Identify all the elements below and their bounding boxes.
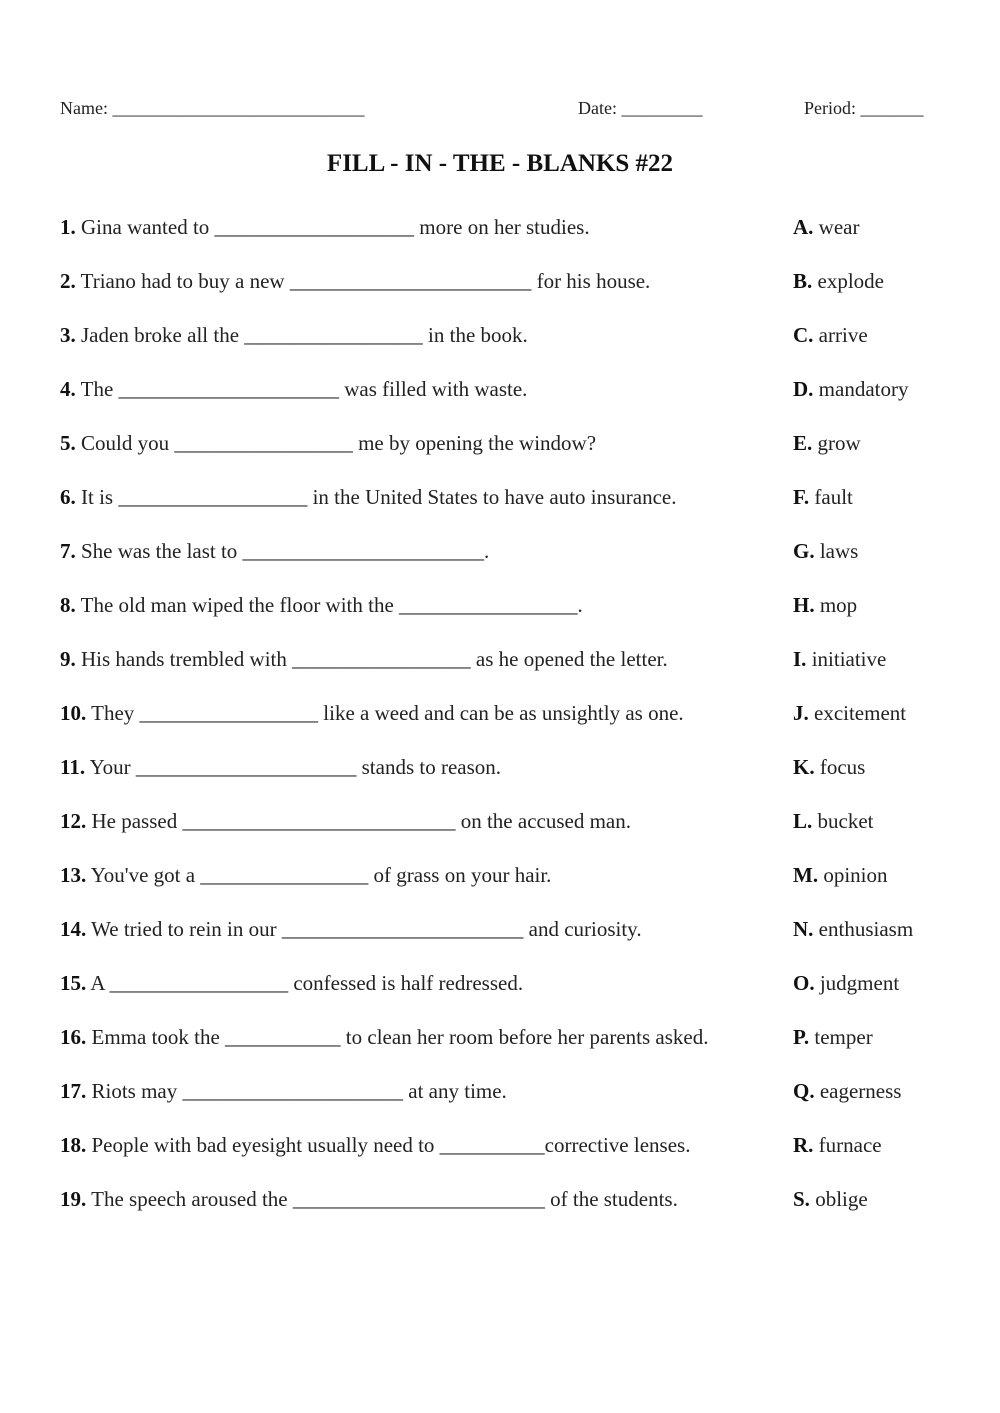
question-number: 8. [60, 593, 76, 617]
question-row [60, 699, 940, 727]
answer-option [793, 483, 853, 511]
question-number: 2. [60, 269, 76, 293]
option-word: furnace [813, 1133, 882, 1157]
question-number: 14. [60, 917, 87, 941]
answer-option [793, 807, 874, 835]
answer-option [793, 267, 884, 295]
option-letter: J. [793, 701, 809, 725]
option-word: fault [809, 485, 853, 509]
period-field[interactable]: Period: _______ [804, 98, 924, 118]
answer-option [793, 861, 888, 889]
question-number: 5. [60, 431, 76, 455]
option-letter: I. [793, 647, 807, 671]
question-text[interactable]: The old man wiped the floor with the _________________. [75, 593, 583, 617]
question-text[interactable]: Gina wanted to ___________________ more on her studies. [75, 215, 590, 239]
question-text[interactable]: Jaden broke all the _________________ in the book. [75, 323, 528, 347]
answer-option [793, 969, 899, 997]
answer-option [793, 753, 865, 781]
question-item [60, 537, 489, 565]
question-row [60, 969, 940, 997]
question-row [60, 213, 940, 241]
option-letter: M. [793, 863, 819, 887]
question-row [60, 429, 940, 457]
option-letter: G. [793, 539, 815, 563]
option-word: wear [813, 215, 860, 239]
option-word: eagerness [814, 1079, 902, 1103]
option-letter: O. [793, 971, 815, 995]
option-word: focus [814, 755, 866, 779]
option-letter: H. [793, 593, 815, 617]
question-number: 13. [60, 863, 87, 887]
option-letter: A. [793, 215, 814, 239]
answer-option [793, 1185, 868, 1213]
question-item [60, 375, 527, 403]
option-word: laws [814, 539, 859, 563]
question-text[interactable]: They _________________ like a weed and can be as unsightly as one. [86, 701, 684, 725]
question-item [60, 861, 551, 889]
question-row [60, 1023, 940, 1051]
option-word: judgment [814, 971, 900, 995]
question-text[interactable]: It is __________________ in the United States to have auto insurance. [75, 485, 677, 509]
question-item [60, 807, 631, 835]
answer-option [793, 645, 886, 673]
question-text[interactable]: Triano had to buy a new _______________________ for his house. [75, 269, 651, 293]
option-word: enthusiasm [813, 917, 914, 941]
question-number: 18. [60, 1133, 87, 1157]
option-word: mandatory [813, 377, 909, 401]
question-item [60, 267, 650, 295]
question-text[interactable]: He passed __________________________ on the accused man. [86, 809, 631, 833]
option-letter: F. [793, 485, 810, 509]
question-number: 6. [60, 485, 76, 509]
name-field[interactable]: Name: ____________________________ [60, 98, 365, 118]
question-number: 12. [60, 809, 87, 833]
answer-option [793, 321, 868, 349]
question-row [60, 861, 940, 889]
question-row [60, 915, 940, 943]
question-item [60, 699, 684, 727]
option-word: bucket [812, 809, 874, 833]
option-word: opinion [818, 863, 888, 887]
answer-option [793, 1131, 882, 1159]
option-word: grow [812, 431, 861, 455]
question-row [60, 1131, 940, 1159]
question-item [60, 915, 642, 943]
question-item [60, 1185, 678, 1213]
option-word: explode [812, 269, 884, 293]
question-text[interactable]: Emma took the ___________ to clean her room before her parents asked. [86, 1025, 709, 1049]
question-text[interactable]: Could you _________________ me by opening the window? [75, 431, 597, 455]
question-row [60, 537, 940, 565]
question-number: 11. [60, 755, 86, 779]
question-number: 4. [60, 377, 76, 401]
question-text[interactable]: The speech aroused the ________________________ of the students. [86, 1187, 678, 1211]
option-word: arrive [813, 323, 868, 347]
question-row [60, 267, 940, 295]
option-letter: D. [793, 377, 814, 401]
question-row [60, 645, 940, 673]
answer-option [793, 375, 908, 403]
question-item [60, 1023, 708, 1051]
answer-option [793, 699, 906, 727]
question-item [60, 483, 677, 511]
option-word: oblige [809, 1187, 868, 1211]
answer-option [793, 537, 858, 565]
answer-option [793, 1077, 901, 1105]
answer-option [793, 591, 857, 619]
worksheet-header [60, 98, 940, 122]
option-letter: L. [793, 809, 813, 833]
question-number: 16. [60, 1025, 87, 1049]
question-row [60, 483, 940, 511]
question-number: 3. [60, 323, 76, 347]
option-word: mop [814, 593, 858, 617]
question-item [60, 969, 523, 997]
question-number: 10. [60, 701, 87, 725]
option-letter: B. [793, 269, 813, 293]
question-row [60, 375, 940, 403]
question-item [60, 429, 596, 457]
answer-option [793, 429, 861, 457]
question-number: 17. [60, 1079, 87, 1103]
question-text[interactable]: Riots may _____________________ at any time. [86, 1079, 507, 1103]
option-letter: R. [793, 1133, 814, 1157]
question-text[interactable]: You've got a ________________ of grass on your hair. [86, 863, 552, 887]
question-number: 1. [60, 215, 76, 239]
question-item [60, 1131, 690, 1159]
answer-option [793, 915, 913, 943]
question-text[interactable]: The _____________________ was filled with waste. [75, 377, 528, 401]
question-row [60, 591, 940, 619]
question-item [60, 591, 583, 619]
answer-option [793, 213, 859, 241]
answer-option [793, 1023, 873, 1051]
page-title: FILL - IN - THE - BLANKS #22 [326, 150, 674, 177]
question-text[interactable]: People with bad eyesight usually need to __________corrective lenses. [86, 1133, 691, 1157]
question-row [60, 753, 940, 781]
date-field[interactable]: Date: _________ [578, 98, 703, 118]
option-letter: S. [793, 1187, 810, 1211]
question-number: 7. [60, 539, 76, 563]
question-row [60, 321, 940, 349]
option-letter: N. [793, 917, 814, 941]
question-item [60, 1077, 507, 1105]
option-letter: P. [793, 1025, 810, 1049]
question-item [60, 645, 668, 673]
question-number: 15. [60, 971, 87, 995]
question-row [60, 1185, 940, 1213]
question-number: 9. [60, 647, 76, 671]
question-number: 19. [60, 1187, 87, 1211]
question-row [60, 1077, 940, 1105]
option-word: initiative [806, 647, 887, 671]
option-word: temper [809, 1025, 873, 1049]
question-text[interactable]: We tried to rein in our _______________________ and curiosity. [86, 917, 642, 941]
option-letter: Q. [793, 1079, 815, 1103]
option-letter: E. [793, 431, 813, 455]
option-word: excitement [808, 701, 907, 725]
question-item [60, 753, 501, 781]
question-row [60, 807, 940, 835]
question-text[interactable]: She was the last to _______________________. [75, 539, 490, 563]
question-text[interactable]: Your _____________________ stands to reason. [85, 755, 502, 779]
question-text[interactable]: His hands trembled with _________________ as he opened the letter. [75, 647, 668, 671]
question-text[interactable]: A _________________ confessed is half redressed. [86, 971, 524, 995]
question-item [60, 213, 590, 241]
question-item [60, 321, 528, 349]
option-letter: C. [793, 323, 814, 347]
option-letter: K. [793, 755, 815, 779]
